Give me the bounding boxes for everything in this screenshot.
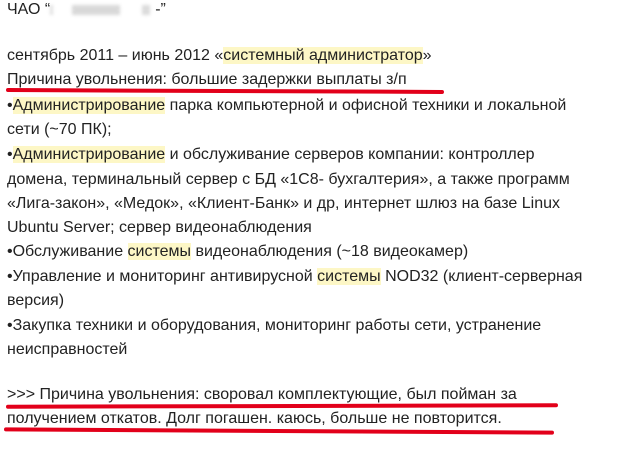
duty-text: и обслуживание серверов компании: контроллер <box>165 146 535 163</box>
duty-text: парка компьютерной и офисной техники и локальной <box>165 97 567 114</box>
bullet: • <box>7 243 13 260</box>
red-underline-mark <box>6 88 444 94</box>
duty-continuation <box>7 218 312 240</box>
duty-continuation <box>7 291 64 313</box>
duty-text: домена, терминальный сервер с БД «1С8- бухгалтерия», а также программ <box>7 171 570 188</box>
job-title: системный администратор <box>223 47 423 64</box>
job-title-close: » <box>422 47 432 64</box>
duty-text: «Лига-закон», «Медок», «Клиент-Банк» и др, интернет шлюз на базе Linux <box>7 195 561 212</box>
bullet: • <box>7 97 13 114</box>
red-underline-mark <box>6 403 558 408</box>
duty-highlight: Администрирование <box>12 97 166 114</box>
duty-text: видеонаблюдения (~18 видеокамер) <box>191 243 469 260</box>
duty-highlight: Администрирование <box>12 146 166 163</box>
duty-text: неисправностей <box>7 341 128 358</box>
job-period-line <box>7 46 432 68</box>
bullet: • <box>7 146 13 163</box>
bullet: • <box>7 317 13 334</box>
annotation-text: >>> Причина увольнения: своровал комплектующие, был пойман за <box>7 386 517 403</box>
redacted-company-name <box>50 5 155 15</box>
duty-continuation <box>7 194 560 216</box>
duty-highlight: системы <box>127 243 192 260</box>
dismissal-reason-text: Причина увольнения: большие задержки выплаты з/п <box>7 71 407 88</box>
duty-item <box>7 145 535 167</box>
duty-item <box>7 242 468 264</box>
job-period: сентябрь 2011 – июнь 2012 « <box>7 47 224 64</box>
duty-text: Обслуживание <box>12 243 128 260</box>
duty-text: сети (~70 ПК); <box>7 121 112 138</box>
duty-continuation <box>7 170 570 192</box>
duty-text: Управление и мониторинг антивирусной <box>12 268 318 285</box>
duty-text: Ubuntu Server; сервер видеонаблюдения <box>7 219 312 236</box>
duty-item <box>7 267 582 289</box>
duty-item <box>7 96 566 118</box>
company-line <box>7 0 166 22</box>
duty-text: версия) <box>7 292 65 309</box>
bullet: • <box>7 268 13 285</box>
duty-continuation <box>7 120 112 142</box>
duty-text: Закупка техники и оборудования, мониторинг работы сети, устранение <box>12 317 542 334</box>
duty-highlight: системы <box>317 268 381 285</box>
annotation-text: получением откатов. Долг погашен. каюсь, больше не повторится. <box>7 410 502 427</box>
duty-item <box>7 316 541 338</box>
company-suffix: -” <box>155 1 166 18</box>
company-prefix: ЧАО “ <box>7 1 51 18</box>
duty-text: NOD32 (клиент-серверная <box>380 268 583 285</box>
duty-continuation <box>7 340 127 362</box>
